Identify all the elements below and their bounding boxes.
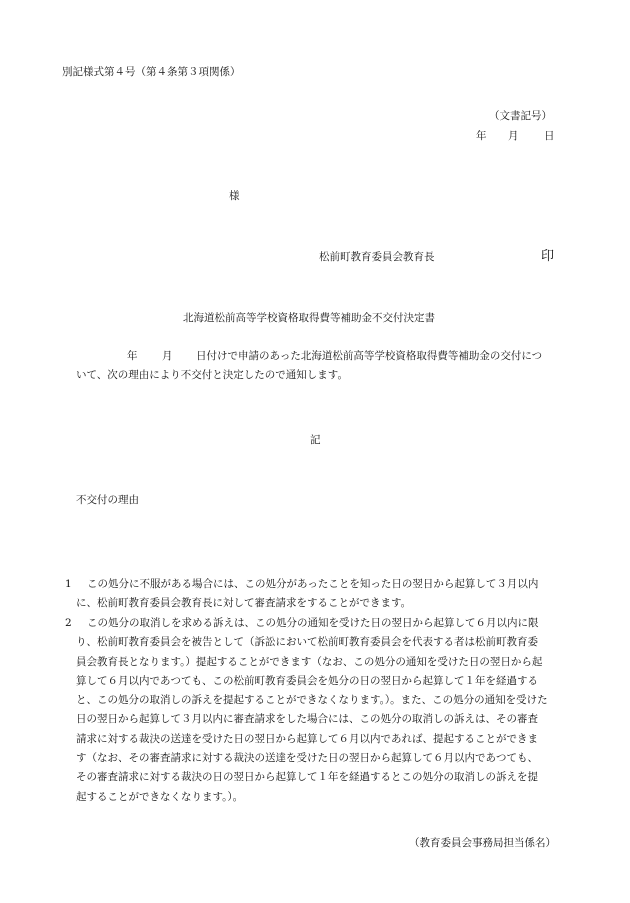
addressee: 様 [229,190,240,202]
note-text: この処分の取消しを求める訴えは、この処分の通知を受けた日の翌日から起算して６月以内に限り、松前町教育委員会を被告として（訴訟において松前町教育委員会を代表する者は松前町教育委員会教育長となります。）提起することができます（なお、この処分の通知を受けた日の翌日から起算して６月以内であつても、この松前町教育委員会を処分の日の翌日から起算して１年を経過すると、この処分の取消しの訴えを提起することができなくなります。）。また、この処分の通知を受けた日の翌日から起算して３月以内に審査請求をした場合には、この処分の取消しの訴えは、その審査請求に対する裁決の送達を受けた日の翌日から起算して６月以内であれば、提起することができます（なお、その審査請求に対する裁決の送達を受けた日の翌日から起算して６月以内であつても、その審査請求に対する裁決の日の翌日から起算して１年を経過するとこの処分の取消しの訴えを提起することができなくなります。）。 [76,617,548,803]
seal-mark: 印 [541,249,555,264]
issuer: 松前町教育委員会教育長 [319,251,435,263]
body-text: 日付けで申請のあった北海道松前高等学校資格取得費等補助金の交付について、次の理由により不交付と決定したので通知します。 [76,350,543,381]
date-month: 月 [508,130,519,142]
ki-heading: 記 [310,434,321,446]
form-label: 別記様式第４号（第４条第３項関係） [62,66,241,78]
body-paragraph [76,347,548,385]
note-item-1 [65,575,548,614]
body-month: 月 [162,350,173,362]
note-number: 2 [65,617,72,629]
note-item-2 [65,614,548,807]
body-year: 年 [127,350,138,362]
document-number: （文書記号） [489,110,552,122]
document-title: 北海道松前高等学校資格取得費等補助金不交付決定書 [183,312,435,324]
date-year: 年 [476,130,487,142]
note-text: この処分に不服がある場合には、この処分があったことを知った日の翌日から起算して３月以内に、松前町教育委員会教育長に対して審査請求をすることができます。 [76,578,539,610]
contact-section: （教育委員会事務局担当係名） [409,837,556,849]
reason-label: 不交付の理由 [76,494,139,506]
note-number: 1 [65,578,72,590]
date-day: 日 [544,130,555,142]
